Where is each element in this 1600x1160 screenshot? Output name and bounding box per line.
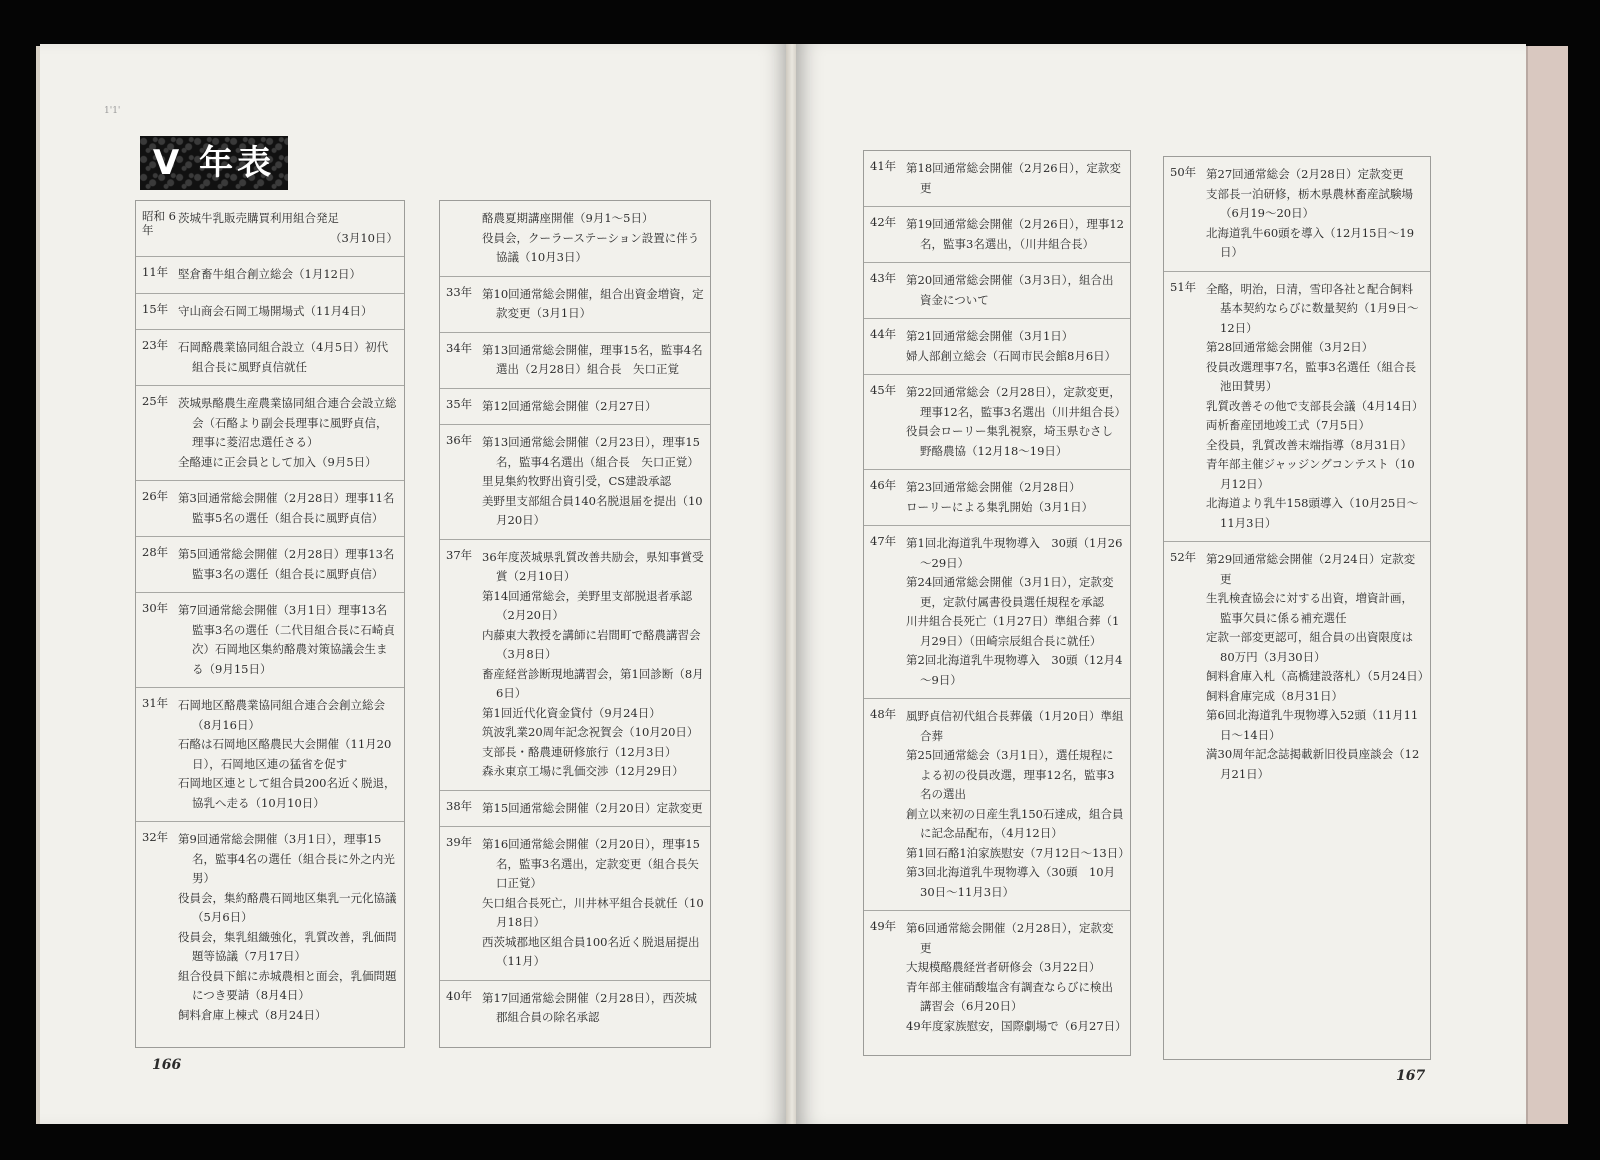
entry-item: ローリーによる集乳開始（3月1日） xyxy=(906,499,1094,514)
entry-year: 38年 xyxy=(446,798,473,813)
timeline-entry xyxy=(864,911,1130,1044)
entry-item: 役員会ローリー集乳視察，埼玉県むさし野酪農協（12月18～19日） xyxy=(906,424,1113,458)
entry-year: 37年 xyxy=(446,547,473,562)
entry-item: （3月10日） xyxy=(330,230,398,245)
entry-item: 第19回通常総会開催（2月26日），理事12名，監事3名選出，（川井組合長） xyxy=(906,217,1124,251)
timeline-entry xyxy=(440,389,710,426)
entry-item: 第2回北海道乳牛現物導入 30頭（12月4～9日） xyxy=(906,653,1123,687)
timeline-entry xyxy=(1164,542,1430,792)
entry-item: 飼料倉庫完成（8月31日） xyxy=(1206,688,1343,703)
timeline-entry xyxy=(136,330,404,386)
timeline-entry xyxy=(136,537,404,593)
entry-item: 第6回北海道乳牛現物導入52頭（11月11日～14日） xyxy=(1206,708,1419,742)
entry-year: 26年 xyxy=(142,489,169,503)
entry-item: 酪農夏期講座開催（9月1～5日） xyxy=(482,211,654,225)
entry-item: 第9回通常総会開催（3月1日），理事15名，監事4名の選任（組合長に外之内光男） xyxy=(178,832,395,885)
entry-item: 筑波乳業20周年記念祝賀会（10月20日） xyxy=(482,725,699,739)
entry-item: 第27回通常総会（2月28日）定款変更 xyxy=(1206,167,1404,181)
entry-item: 石岡地区連として組合員200名近く脱退，協乳へ走る（10月10日） xyxy=(178,776,396,810)
entry-year: 15年 xyxy=(142,301,169,316)
page-number-left: 166 xyxy=(152,1057,182,1073)
entry-item: 石岡酪農業協同組合設立（4月5日）初代組合長に風野貞信就任 xyxy=(178,340,389,374)
entry-item: 矢口組合長死亡，川井林平組合長就任（10月18日） xyxy=(482,895,704,929)
entry-item: 創立以来初の日産生乳150石達成，組合員に記念品配布，（4月12日） xyxy=(906,806,1124,840)
entry-item: 第5回通常総会開催（2月28日）理事13名監事3名の選任（組合長に風野貞信） xyxy=(178,547,395,581)
entry-year: 48年 xyxy=(870,707,897,721)
entry-item: 守山商会石岡工場開場式（11月4日） xyxy=(178,303,373,318)
timeline-entry xyxy=(136,294,404,331)
timeline-entry xyxy=(1164,272,1430,543)
entry-year: 39年 xyxy=(446,835,473,849)
entry-item: 第10回通常総会開催，組合出資金増資，定款変更（3月1日） xyxy=(482,286,704,320)
entry-item: 森永東京工場に乳価交渉（12月29日） xyxy=(482,764,684,778)
entry-item: 第15回通常総会開催（2月20日）定款変更 xyxy=(482,800,703,815)
entry-item: 第20回通常総会開催（3月3日），組合出資金について xyxy=(906,273,1114,307)
entry-item: 乳質改善その他で支部長会議（4月14日） xyxy=(1206,398,1424,413)
entry-item: 西茨城郡地区組合員100名近く脱退届提出（11月） xyxy=(482,934,700,968)
entry-item: 36年度茨城県乳質改善共励会，県知事賞受賞（2月10日） xyxy=(482,549,704,583)
entry-item: 定款一部変更認可，組合員の出資限度は80万円（3月30日） xyxy=(1206,630,1413,664)
entry-year: 30年 xyxy=(142,601,169,615)
entry-year: 35年 xyxy=(446,396,473,411)
margin-mark: 1'1' xyxy=(104,106,121,116)
entry-year: 28年 xyxy=(142,545,169,559)
timeline-entry xyxy=(864,263,1130,319)
timeline-entry xyxy=(136,481,404,537)
entry-year: 33年 xyxy=(446,284,473,299)
timeline-entry xyxy=(440,827,710,981)
timeline-entry xyxy=(864,526,1130,699)
entry-year: 40年 xyxy=(446,988,473,1003)
entry-item: 第1回近代化資金貸付（9月24日） xyxy=(482,705,661,720)
entry-year: 46年 xyxy=(870,478,897,492)
entry-item: 第6回通常総会開催（2月28日），定款変更 xyxy=(906,921,1114,955)
entry-year: 52年 xyxy=(1170,550,1197,564)
entry-year: 31年 xyxy=(142,696,169,710)
timeline-entry xyxy=(440,540,710,791)
entry-item: 第23回通常総会開催（2月28日） xyxy=(906,480,1081,494)
entry-item: 支部長・酪農連研修旅行（12月3日） xyxy=(482,744,677,759)
timeline-entry xyxy=(440,201,710,277)
entry-item: 堅倉畜牛組合創立総会（1月12日） xyxy=(178,267,361,281)
entry-item: 茨城県酪農生産農業協同組合連合会設立総会（石酪より副会長理事に風野貞信，理事に菱沼忠選任さる） xyxy=(178,396,397,449)
entry-item: 青年部主催ジャッジングコンテスト（10月12日） xyxy=(1206,457,1415,491)
timeline-entry xyxy=(440,333,710,389)
entry-item: 茨城牛乳販売購買利用組合発足 xyxy=(178,211,339,225)
entry-item: 石酪は石岡地区酪農民大会開催（11月20日），石岡地区連の猛省を促す xyxy=(178,737,392,771)
entry-item: 風野貞信初代組合長葬儀（1月20日）準組合葬 xyxy=(906,709,1124,743)
entry-item: 組合役員下館に赤城農相と面会，乳価問題につき要請（8月4日） xyxy=(178,968,397,1002)
entry-item: 第16回通常総会開催（2月20日），理事15名，監事3名選出，定款変更（組合長矢口正覚） xyxy=(482,837,700,890)
entry-item: 役員改選理事7名，監事3名選任（組合長池田賛男） xyxy=(1206,359,1417,393)
entry-year: 32年 xyxy=(142,830,169,844)
entry-item: 第3回北海道乳牛現物導入（30頭 10月30日～11月3日） xyxy=(906,865,1116,899)
entry-item: 北海道より乳牛158頭導入（10月25日～11月3日） xyxy=(1206,496,1419,530)
timeline-entry xyxy=(864,151,1130,207)
timeline-entry xyxy=(440,277,710,333)
timeline-entry xyxy=(136,593,404,688)
entry-item: 美野里支部組合員140名脱退届を提出（10月20日） xyxy=(482,493,703,527)
entry-year: 51年 xyxy=(1170,279,1197,294)
entry-item: 第24回通常総会開催（3月1日），定款変更，定款付属書役員選任規程を承認 xyxy=(906,575,1114,609)
timeline-entry xyxy=(864,375,1130,470)
entry-item: 全酪，明治，日清，雪印各社と配合飼料基本契約ならびに数量契約（1月9日～12日） xyxy=(1206,281,1419,335)
timeline-entry xyxy=(136,386,404,481)
entry-item: 第25回通常総会（3月1日），選任規程による初の役員改選，理事12名，監事3名の選出 xyxy=(906,748,1115,801)
entry-item: 49年度家族慰安，国際劇場で（6月27日） xyxy=(906,1018,1127,1033)
timeline-entry xyxy=(864,470,1130,526)
entry-item: 第28回通常総会開催（3月2日） xyxy=(1206,340,1374,354)
entry-item: 大規模酪農経営者研修会（3月22日） xyxy=(906,960,1101,974)
entry-item: 両析畜産団地竣工式（7月5日） xyxy=(1206,418,1371,432)
entry-item: 生乳検査協会に対する出資，増資計画，監事欠員に係る補充選任 xyxy=(1206,591,1413,625)
entry-year: 45年 xyxy=(870,383,897,397)
entry-item: 第3回通常総会開催（2月28日）理事11名監事5名の選任（組合長に風野貞信） xyxy=(178,491,395,525)
timeline-entry xyxy=(1164,157,1430,272)
entry-item: 第13回通常総会開催（2月23日），理事15名，監事4名選出（組合長 矢口正覚） xyxy=(482,435,700,469)
entry-item: 第21回通常総会開催（3月1日） xyxy=(906,329,1074,343)
timeline-entry xyxy=(136,822,404,1033)
entry-item: 内藤東大教授を講師に岩間町で酪農講習会（3月8日） xyxy=(482,627,701,661)
entry-item: 第22回通常総会（2月28日），定款変更，理事12名，監事3名選出（川井組合長） xyxy=(906,385,1126,419)
entry-item: 飼料倉庫入札（高橋建設落札）（5月24日） xyxy=(1206,669,1430,683)
timeline-entry xyxy=(136,257,404,294)
entry-item: 飼料倉庫上棟式（8月24日） xyxy=(178,1007,327,1022)
entry-year: 50年 xyxy=(1170,165,1197,179)
entry-item: 婦人部創立総会（石岡市民会館8月6日） xyxy=(906,348,1117,363)
timeline-entry xyxy=(440,791,710,828)
timeline-entry xyxy=(864,319,1130,375)
page-number-right: 167 xyxy=(1396,1068,1426,1084)
entry-year: 44年 xyxy=(870,327,897,341)
timeline-entry xyxy=(864,699,1130,911)
entry-year: 11年 xyxy=(142,265,169,279)
entry-year: 42年 xyxy=(870,215,897,229)
entry-item: 役員会，集約酪農石岡地区集乳一元化協議（5月6日） xyxy=(178,890,397,924)
entry-item: 第1回北海道乳牛現物導入 30頭（1月26～29日） xyxy=(906,536,1123,570)
entry-item: 全役員，乳質改善末端指導（8月31日） xyxy=(1206,437,1412,452)
timeline-entry xyxy=(136,688,404,822)
entry-item: 第13回通常総会開催，理事15名，監事4名選出（2月28日）組合長 矢口正覚 xyxy=(482,342,703,376)
entry-item: 第14回通常総会，美野里支部脱退者承認（2月20日） xyxy=(482,588,693,622)
entry-year: 49年 xyxy=(870,919,897,933)
timeline-entry xyxy=(136,201,404,257)
entry-item: 満30周年記念誌掲載新旧役員座談会（12月21日） xyxy=(1206,747,1420,781)
timeline-column-1 xyxy=(135,200,405,1048)
timeline-column-3 xyxy=(863,150,1131,1056)
timeline-entry xyxy=(864,207,1130,263)
entry-item: 支部長一泊研修，栃木県農林畜産試験場（6月19～20日） xyxy=(1206,186,1413,220)
entry-item: 里見集約牧野出資引受，CS建設承認 xyxy=(482,474,672,488)
entry-item: 役員会，集乳組織強化，乳質改善，乳価問題等協議（7月17日） xyxy=(178,929,397,963)
right-page-edge xyxy=(1526,46,1568,1124)
timeline-column-2 xyxy=(439,200,711,1048)
entry-item: 青年部主催硝酸塩含有調査ならびに検出講習会（6月20日） xyxy=(906,979,1113,1013)
entry-item: 畜産経営診断現地講習会，第1回診断（8月6日） xyxy=(482,666,704,700)
entry-item: 第18回通常総会開催（2月26日），定款変更 xyxy=(906,161,1121,195)
entry-year: 昭和 6年 xyxy=(142,209,176,237)
entry-item: 北海道乳牛60頭を導入（12月15日～19日） xyxy=(1206,225,1415,259)
timeline-entry xyxy=(440,981,710,1036)
section-title: V 年表 xyxy=(140,136,288,190)
entry-item: 第17回通常総会開催（2月28日），西茨城郡組合員の除名承認 xyxy=(482,990,697,1024)
timeline-entry xyxy=(440,425,710,540)
entry-item: 第12回通常総会開催（2月27日） xyxy=(482,398,657,413)
entry-item: 第29回通常総会開催（2月24日）定款変更 xyxy=(1206,552,1416,586)
entry-year: 47年 xyxy=(870,534,897,548)
entry-year: 36年 xyxy=(446,433,473,447)
entry-item: 川井組合長死亡（1月27日）準組合葬（1月29日）（田崎宗辰組合長に就任） xyxy=(906,614,1120,648)
entry-year: 34年 xyxy=(446,340,473,355)
entry-year: 25年 xyxy=(142,394,169,408)
entry-year: 43年 xyxy=(870,271,897,285)
entry-year: 41年 xyxy=(870,159,897,173)
entry-item: 役員会，クーラーステーション設置に伴う協議（10月3日） xyxy=(482,230,700,264)
entry-item: 石岡地区酪農業協同組合連合会創立総会（8月16日） xyxy=(178,698,385,732)
entry-item: 第1回石酪1泊家族慰安（7月12日～13日） xyxy=(906,845,1130,860)
entry-item: 全酪連に正会員として加入（9月5日） xyxy=(178,454,377,469)
entry-year: 23年 xyxy=(142,338,169,352)
entry-item: 第7回通常総会開催（3月1日）理事13名監事3名の選任（二代目組合長に石崎貞次）石岡地区集約酪農対策協議会生まる（9月15日） xyxy=(178,603,395,676)
timeline-column-4 xyxy=(1163,156,1431,1060)
